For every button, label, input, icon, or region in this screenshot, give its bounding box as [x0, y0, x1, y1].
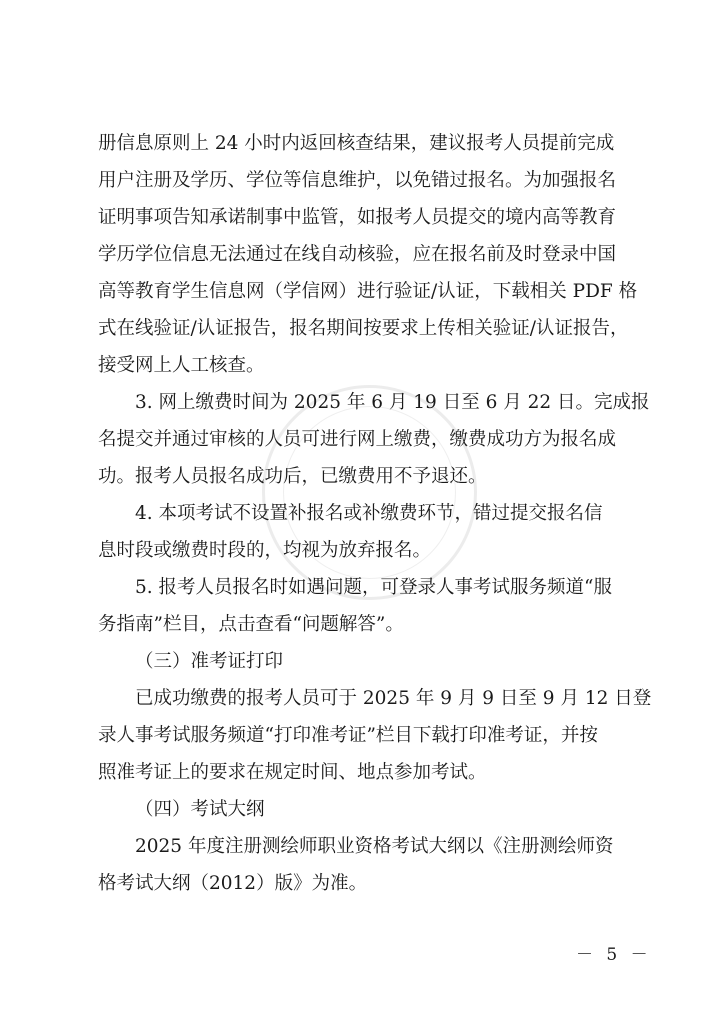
- paragraph-item-4: [98, 495, 638, 569]
- text-line: 5. 报考人员报名时如遇问题，可登录人事考试服务频道“服: [135, 577, 612, 598]
- text-line: 格考试大纲（2012）版》为准。: [98, 873, 368, 894]
- text-line: 式在线验证/认证报告，报名期间按要求上传相关验证/认证报告，: [98, 318, 629, 339]
- text-line: 册信息原则上 24 小时内返回核查结果，建议报考人员提前完成: [98, 133, 615, 154]
- text-line: 4. 本项考试不设置补报名或补缴费环节，错过提交报名信: [135, 503, 603, 524]
- section-heading-admission-ticket: （三）准考证打印: [135, 651, 284, 672]
- text-line: 功。报考人员报名成功后，已缴费用不予退还。: [98, 466, 487, 487]
- text-line: 3. 网上缴费时间为 2025 年 6 月 19 日至 6 月 22 日。完成报: [135, 392, 650, 413]
- text-line: 学历学位信息无法通过在线自动核验，应在报名前及时登录中国: [98, 244, 617, 265]
- paragraph-item-5: [98, 569, 638, 643]
- paragraph-item-3: [98, 384, 650, 495]
- text-line: 已成功缴费的报考人员可于 2025 年 9 月 9 日至 9 月 12 日登: [135, 688, 652, 709]
- body-text: [98, 125, 652, 902]
- paragraph-registration-info: [98, 125, 638, 384]
- text-line: 录人事考试服务频道“打印准考证”栏目下载打印准考证，并按: [98, 725, 598, 746]
- page-number: － 5 －: [576, 945, 652, 965]
- text-line: 名提交并通过审核的人员可进行网上缴费，缴费成功方为报名成: [98, 429, 617, 450]
- paragraph-admission-ticket: [98, 680, 652, 791]
- text-line: 证明事项告知承诺制事中监管，如报考人员提交的境内高等教育: [98, 207, 617, 228]
- text-line: 务指南”栏目，点击查看“问题解答”。: [98, 614, 404, 635]
- text-line: 用户注册及学历、学位等信息维护，以免错过报名。为加强报名: [98, 170, 617, 191]
- text-line: 照准考证上的要求在规定时间、地点参加考试。: [98, 762, 487, 783]
- paragraph-exam-syllabus: [98, 828, 638, 902]
- section-heading-exam-syllabus: （四）考试大纲: [135, 799, 265, 820]
- text-line: 2025 年度注册测绘师职业资格考试大纲以《注册测绘师资: [135, 836, 614, 857]
- text-line: 高等教育学生信息网（学信网）进行验证/认证，下载相关 PDF 格: [98, 281, 638, 302]
- text-line: 息时段或缴费时段的，均视为放弃报名。: [98, 540, 432, 561]
- text-line: 接受网上人工核查。: [98, 355, 265, 376]
